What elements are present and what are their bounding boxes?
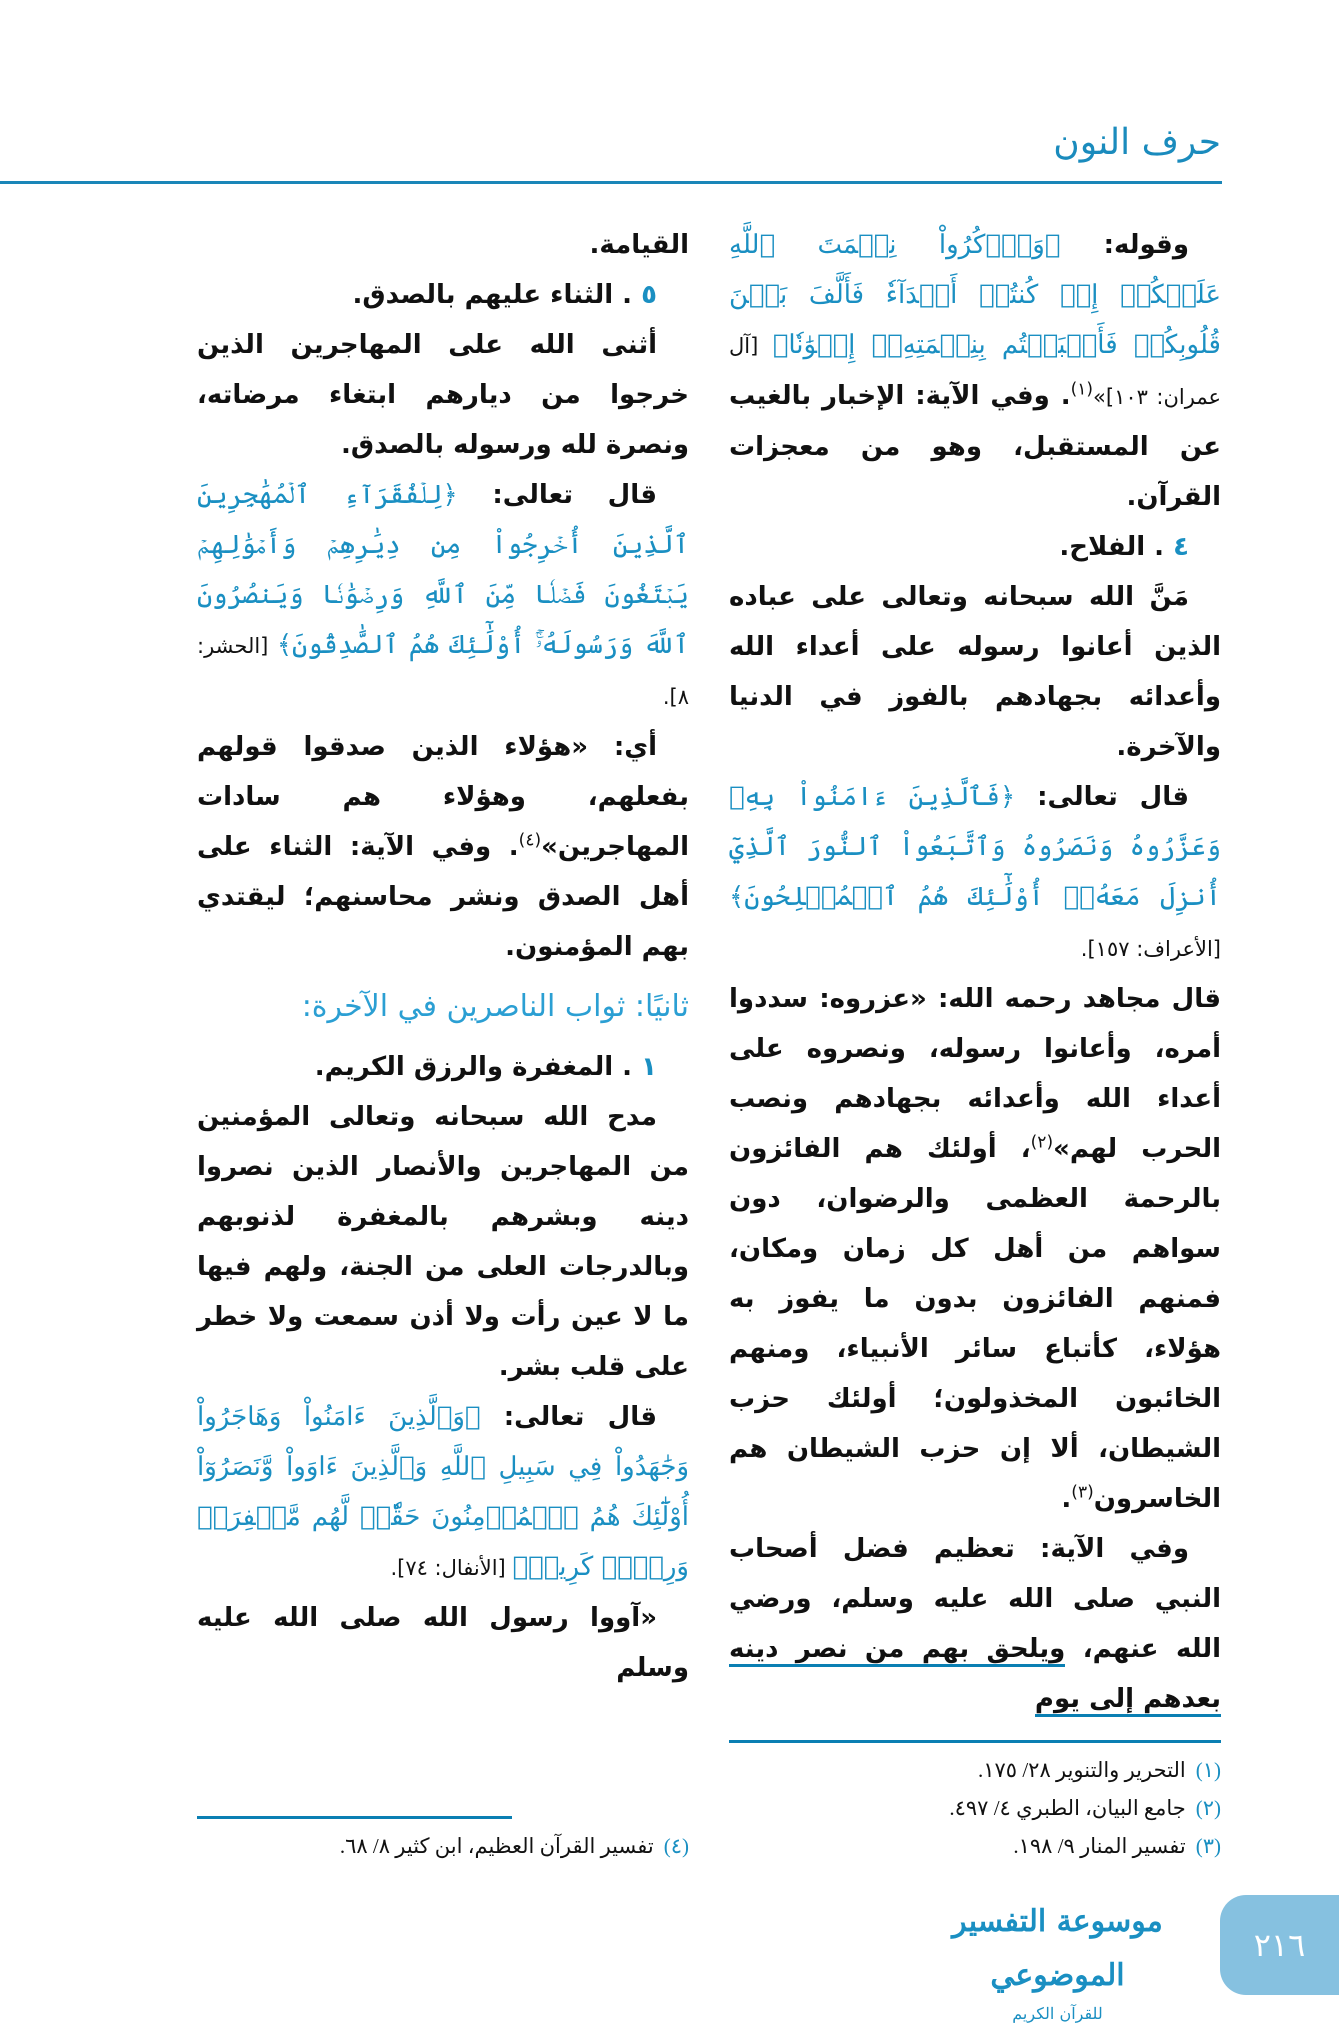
paragraph [197, 722, 689, 972]
paragraph [197, 1392, 689, 1593]
text-segment: وفي الآية: تعظيم فضل أصحاب النبي صلى الله عليه وسلم، ورضي الله عنهم، [729, 1534, 1221, 1664]
paragraph [197, 470, 689, 722]
text-segment: قال تعالى: [480, 1402, 657, 1432]
footnote-number: (١) [1195, 1758, 1221, 1782]
footnotes-left [197, 1827, 689, 1865]
page-number: ٢١٦ [1220, 1895, 1339, 1995]
footnote-marker: (٣) [1071, 1482, 1094, 1503]
header-divider [0, 181, 1222, 184]
text-segment: . المغفرة والرزق الكريم. [314, 1052, 633, 1082]
verse-reference: [الأعراف: ١٥٧]. [1080, 937, 1221, 961]
section-heading [197, 982, 689, 1032]
paragraph [197, 1593, 689, 1693]
item-number: ١ [632, 1052, 657, 1082]
left-column [197, 220, 689, 1865]
footnote-number: (٣) [1195, 1834, 1221, 1858]
text-segment: القيامة. [589, 230, 689, 260]
column-spacer [197, 1693, 689, 1816]
quran-verse: ﴿وَٱلَّذِينَ ءَامَنُواْ وَهَاجَرُواْ وَجَٰهَدُواْ فِي سَبِيلِ ٱللَّهِ وَٱلَّذِينَ ءَاوَواْ وَّنَصَرُوٓاْ أُوْلَٰٓئِكَ هُمُ ٱلۡمُؤۡمِنُونَ حَقّٗاۚ لَّهُم مَّغۡفِرَةٞ وَرِزۡقٞ كَرِيمٞ﴾ [197, 1402, 689, 1582]
text-segment: ، أولئك هم الفائزون بالرحمة العظمى والرضوان، دون سواهم من أهل كل زمان ومكان، فمنهم الفائزون بدون ما يفوز به هؤلاء، كأتباع سائر الأنبياء، ومنهم الخائبون المخذولون؛ أولئك حزب الشيطان، ألا إن حزب الشيطان هم الخاسرون [729, 1134, 1221, 1514]
footnotes-right [729, 1751, 1221, 1865]
text-segment: ويلحق بهم من نصر دينه بعدهم إلى يوم [729, 1634, 1221, 1717]
text-segment: قال تعالى: [457, 480, 657, 510]
text-segment: قال مجاهد رحمه الله: «عزروه: سددوا أمره، وأعانوا رسوله، ونصروه على أعداء الله وأعدائه بجهادهم ونصب الحرب لهم» [729, 984, 1221, 1164]
verse-reference: [آل عمران: ١٠٣]» [729, 334, 1222, 409]
encyclopedia-logo [935, 1895, 1180, 2023]
footnote-divider-left [197, 1816, 512, 1819]
text-segment: «آووا رسول الله صلى الله عليه وسلم [197, 1603, 689, 1683]
text-segment: وقوله: [1060, 230, 1189, 260]
footnote [729, 1827, 1221, 1865]
column-spacer [729, 1724, 1221, 1740]
paragraph [197, 1092, 689, 1392]
text-segment: ثانيًا: ثواب الناصرين في الآخرة: [301, 989, 689, 1024]
right-column-body [729, 220, 1221, 1724]
text-segment: أثنى الله على المهاجرين الذين خرجوا من ديارهم ابتغاء مرضاته، ونصرة لله ورسوله بالصدق. [197, 330, 689, 460]
footnote-marker: (٤) [518, 830, 542, 851]
paragraph [729, 572, 1221, 772]
paragraph [729, 974, 1221, 1524]
verse-reference: [الحشر: ٨]. [197, 634, 689, 709]
paragraph [729, 1524, 1221, 1724]
item-number: ٤ [1164, 532, 1189, 562]
footnote-text: تفسير القرآن العظيم، ابن كثير ٨/ ٦٨. [339, 1834, 654, 1858]
text-segment: مَنَّ الله سبحانه وتعالى على عباده الذين أعانوا رسوله على أعداء الله وأعدائه بجهادهم بالفوز في الدنيا والآخرة. [729, 582, 1221, 762]
footnote [197, 1827, 689, 1865]
text-segment: . وفي الآية: الإخبار بالغيب عن المستقبل، وهو من معجزات القرآن. [729, 381, 1221, 512]
logo-text: موسوعة التفسير الموضوعي [952, 1904, 1163, 1993]
text-segment: مدح الله سبحانه وتعالى المؤمنين من المهاجرين والأنصار الذين نصروا دينه وبشرهم بالمغفرة لذنوبهم وبالدرجات العلى من الجنة، ولهم فيها ما لا عين رأت ولا أذن سمعت ولا خطر على قلب بشر. [197, 1102, 689, 1382]
footnote-text: جامع البيان، الطبري ٤/ ٤٩٧. [949, 1796, 1186, 1820]
footnote-number: (٢) [1195, 1796, 1221, 1820]
right-column [729, 220, 1221, 1865]
page-footer [0, 1895, 1339, 2023]
paragraph [197, 270, 689, 320]
text-segment: أي: «هؤلاء الذين صدقوا قولهم بفعلهم، وهؤلاء هم سادات المهاجرين» [197, 732, 689, 862]
footnote [729, 1789, 1221, 1827]
text-segment: . الثناء عليهم بالصدق. [352, 280, 633, 310]
quran-verse: ﴿فَٱلَّذِينَ ءَامَنُواْ بِهِۦ وَعَزَّرُوهُ وَنَصَرُوهُ وَٱتَّبَعُواْ ٱلنُّورَ ٱلَّذِيٓ أُنزِلَ مَعَهُۥٓ أُوْلَٰٓئِكَ هُمُ ٱلۡمُفۡلِحُونَ﴾ [729, 782, 1221, 912]
item-number: ٥ [632, 280, 657, 310]
footnote-text: تفسير المنار ٩/ ١٩٨. [1013, 1834, 1186, 1858]
chapter-title: حرف النون [1053, 122, 1221, 163]
logo-subtext: للقرآن الكريم [1012, 2004, 1103, 2023]
paragraph [197, 320, 689, 470]
paragraph [729, 220, 1221, 522]
footnote-marker: (٢) [1030, 1132, 1054, 1153]
paragraph [729, 772, 1221, 974]
footnote-divider-right [729, 1740, 1221, 1743]
text-segment: . الفلاح. [1059, 532, 1165, 562]
footnote-marker: (١) [1070, 379, 1094, 400]
left-column-body [197, 220, 689, 1693]
paragraph [197, 1042, 689, 1092]
footnote-text: التحرير والتنوير ٢٨/ ١٧٥. [977, 1758, 1186, 1782]
page-header [0, 0, 1339, 200]
quran-verse: ﴿وَٱذۡكُرُواْ نِعۡمَتَ ٱللَّهِ عَلَيۡكُمۡ إِذۡ كُنتُمۡ أَعۡدَآءٗ فَأَلَّفَ بَيۡنَ قُلُوبِكُمۡ فَأَصۡبَحۡتُم بِنِعۡمَتِهِۦٓ إِخۡوَٰنٗا﴾ [729, 230, 1221, 360]
verse-reference: [الأنفال: ٧٤]. [390, 1556, 513, 1580]
footnote-number: (٤) [663, 1834, 689, 1858]
text-columns [0, 200, 1339, 1865]
text-segment: قال تعالى: [1015, 782, 1189, 812]
quran-verse: ﴿لِلۡفُقَرَآءِ ٱلۡمُهَٰجِرِينَ ٱلَّذِينَ أُخۡرِجُواْ مِن دِيَٰرِهِمۡ وَأَمۡوَٰلِهِمۡ يَبۡتَغُونَ فَضۡلٗا مِّنَ ٱللَّهِ وَرِضۡوَٰنٗا وَيَنصُرُونَ ٱللَّهَ وَرَسُولَهُۥٓۚ أُوْلَٰٓئِكَ هُمُ ٱلصَّٰدِقُونَ﴾ [197, 480, 689, 660]
paragraph [729, 522, 1221, 572]
paragraph [197, 220, 689, 270]
footnote [729, 1751, 1221, 1789]
text-segment: . [1061, 1484, 1072, 1514]
text-segment: . وفي الآية: الثناء على أهل الصدق ونشر محاسنهم؛ ليقتدي بهم المؤمنون. [197, 832, 689, 962]
